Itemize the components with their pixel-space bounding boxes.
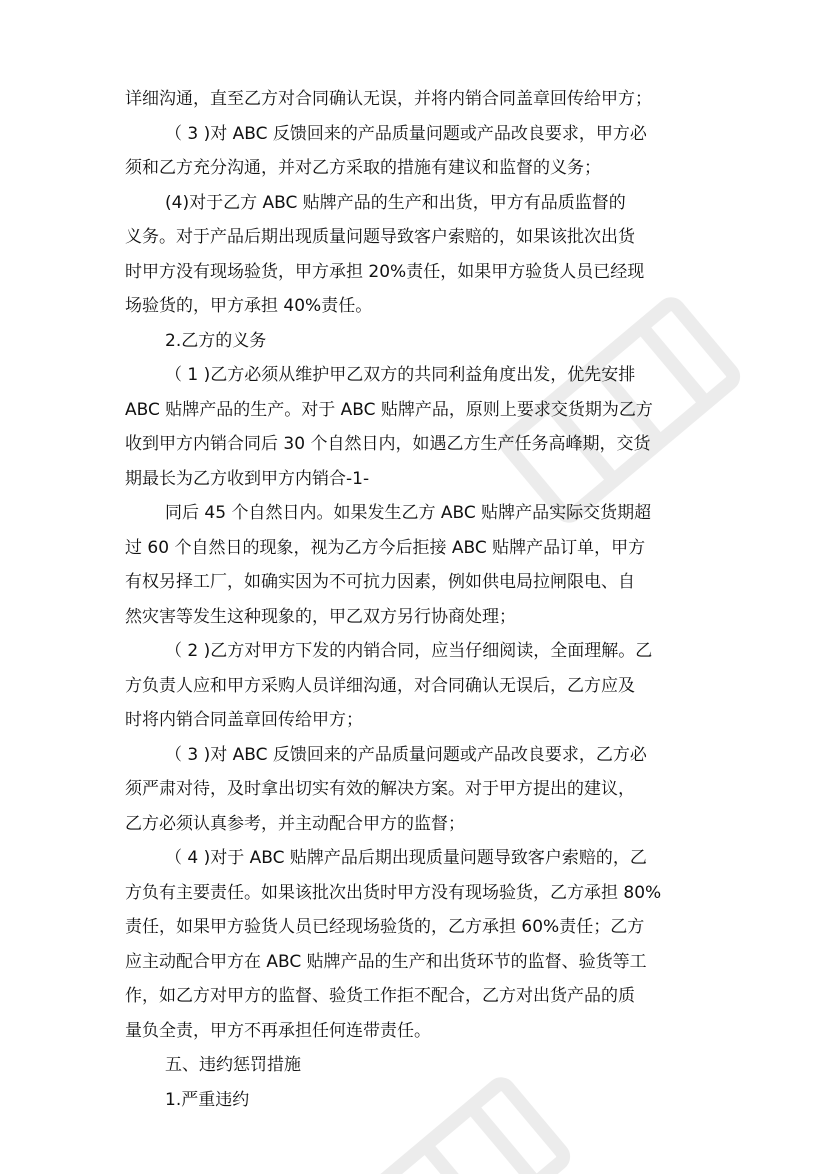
text-line: 须严肃对待，及时拿出切实有效的解决方案。对于甲方提出的建议， <box>125 779 635 799</box>
text-line: 过 60 个自然日的现象，视为乙方今后拒接 ABC 贴牌产品订单，甲方 <box>125 537 646 558</box>
text-line: ABC 贴牌产品的生产。对于 ABC 贴牌产品，原则上要求交货期为乙方 <box>125 399 653 420</box>
text-line: （ 3 )对 ABC 反馈回来的产品质量问题或产品改良要求，乙方必 <box>165 744 647 765</box>
text-line: 方负责人应和甲方采购人员详细沟通，对合同确认无误后，乙方应及 <box>125 675 635 696</box>
text-line: 须和乙方充分沟通，并对乙方采取的措施有建议和监督的义务； <box>125 158 601 178</box>
text-line: 责任，如果甲方验货人员已经现场验货的，乙方承担 60%责任；乙方 <box>125 917 645 937</box>
text-line: 应主动配合甲方在 ABC 贴牌产品的生产和出货环节的监督、验货等工 <box>125 951 647 972</box>
text-line: 作，如乙方对甲方的监督、验货工作拒不配合，乙方对出货产品的质 <box>125 986 635 1006</box>
text-line: 同后 45 个自然日内。如果发生乙方 ABC 贴牌产品实际交货期超 <box>165 503 652 523</box>
text-line: 量负全责，甲方不再承担任何连带责任。 <box>125 1020 431 1041</box>
text-line: 场验货的，甲方承担 40%责任。 <box>125 296 373 316</box>
text-line: 五、违约惩罚措施 <box>165 1055 301 1075</box>
text-line: 方负有主要责任。如果该批次出货时甲方没有现场验货，乙方承担 80% <box>125 882 662 903</box>
text-line: 时将内销合同盖章回传给甲方； <box>125 710 363 730</box>
text-line: 1.严重违约 <box>165 1089 250 1110</box>
text-line: （ 2 )乙方对甲方下发的内销合同，应当仔细阅读，全面理解。乙 <box>165 641 653 661</box>
text-line: （ 4 )对于 ABC 贴牌产品后期出现质量问题导致客户索赔的，乙 <box>165 848 647 868</box>
text-line: 详细沟通，直至乙方对合同确认无误，并将内销合同盖章回传给甲方； <box>125 89 652 109</box>
text-line: 时甲方没有现场验货，甲方承担 20%责任，如果甲方验货人员已经现 <box>125 261 645 282</box>
text-line: (4)对于乙方 ABC 贴牌产品的生产和出货，甲方有品质监督的 <box>165 192 626 213</box>
text-line: （ 3 )对 ABC 反馈回来的产品质量问题或产品改良要求，甲方必 <box>165 123 647 144</box>
text-line: 有权另择工厂，如确实因为不可抗力因素，例如供电局拉闸限电、自 <box>125 572 635 592</box>
text-line: （ 1 )乙方必须从维护甲乙双方的共同利益角度出发，优先安排 <box>165 365 636 385</box>
text-line: 乙方必须认真参考，并主动配合甲方的监督； <box>125 813 465 834</box>
text-line: 然灾害等发生这种现象的，甲乙双方另行协商处理； <box>125 606 516 627</box>
text-line: 义务。对于产品后期出现质量问题导致客户索赔的，如果该批次出货 <box>125 227 635 247</box>
document-body <box>125 82 725 1117</box>
text-line: 期最长为乙方收到甲方内销合-1- <box>125 468 370 489</box>
text-line: 2.乙方的义务 <box>165 330 267 351</box>
text-line: 收到甲方内销合同后 30 个自然日内，如遇乙方生产任务高峰期，交货 <box>125 434 651 454</box>
